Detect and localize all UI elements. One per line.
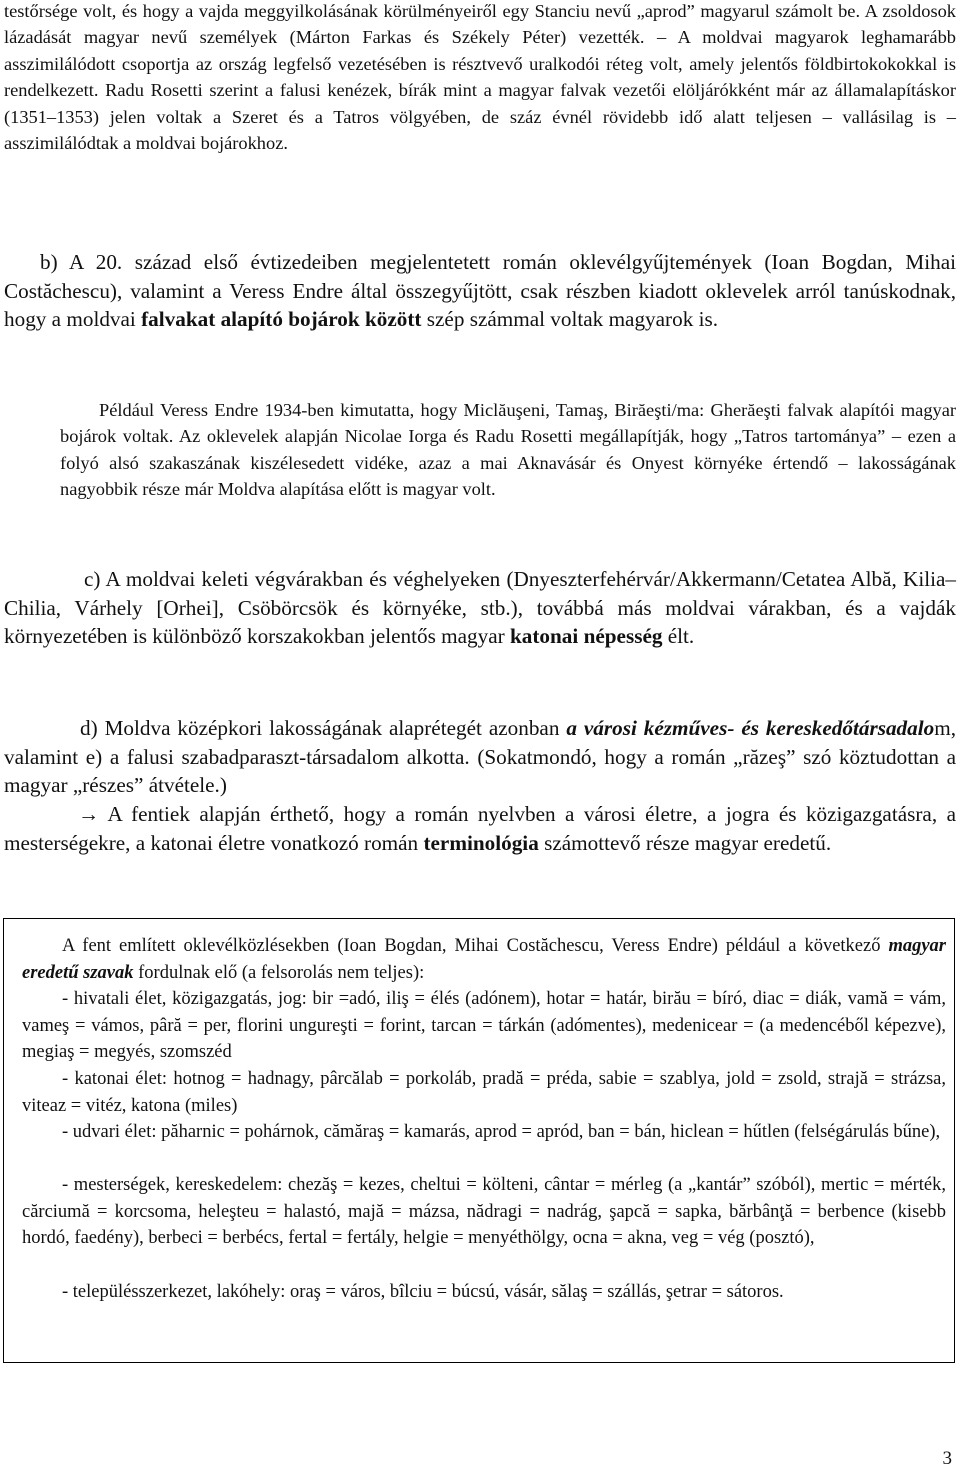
- arrow-icon: →: [78, 802, 100, 826]
- paragraph-example-text: Például Veress Endre 1934-ben kimutatta, hogy Miclăuşeni, Tamaş, Birăeşti/ma: Gherăeşti falvak alapítói magyar bojárok voltak. Az oklevelek alapján Nicolae Iorga és Radu Rosetti megállapítják, hogy „Tatros tartománya” – ezen a folyó alsó szakaszának kiszélesedett vidéke, azaz a mai Aknavásár és Onyest környéke értendő – lakosságának nagyobbik része már Moldva alapítása előtt is magyar volt.: [60, 400, 956, 500]
- box-item-text: - településszerkezet, lakóhely: oraş = város, bîlciu = búcsú, vásár, sălaş = szállás, şetrar = sátoros.: [62, 1282, 784, 1302]
- page-number: 3: [942, 1448, 952, 1469]
- paragraph-arrow-end: számottevő része magyar eredetű.: [538, 830, 832, 855]
- paragraph-arrow-text: A fentiek alapján érthető, hogy a román nyelvben a városi életre, a jogra és közigazgatásra, a mesterségekre, a katonai életre vonatkozó román: [4, 802, 956, 855]
- paragraph-c-bold: katonai népesség: [510, 624, 663, 649]
- paragraph-d-text: d) Moldva középkori lakosságának alaprétegét azonban: [80, 716, 567, 740]
- box-item-text: - hivatali élet, közigazgatás, jog: bir =adó, iliş = élés (adónem), hotar = határ, birău = bíró, diac = diák, vamă = vám, vameş = vámos, pâră = per, florini ungureşti = forint, tarcan = tárkán (adómentes), medenicear = (a medencéből képezve), megiaş = megyés, szomszéd: [22, 989, 946, 1063]
- box-intro-text: A fent említett oklevélközlésekben (Ioan Bogdan, Mihai Costăchescu, Veress Endre) például a következő: [62, 936, 889, 956]
- paragraph-b-bold: falvakat alapító bojárok között: [141, 307, 422, 332]
- paragraph-b: [4, 248, 956, 334]
- box-intro: [22, 933, 946, 986]
- paragraph-top-text: testőrsége volt, és hogy a vajda meggyilkolásának körülményeiről egy Stanciu nevű „aprod” magyarul számolt be. A zsoldosok lázadását magyar nevű személyek (Márton Farkas és Székely Péter) vezették. – A moldvai magyarok leghamarább asszimilálódott csoportja az ország legfelső vezetésében is résztvevő uralkodói réteg volt, amely jelentős földbirtokokokkal is rendelkezett. Radu Rosetti szerint a falusi kenézek, bírák mint a magyar falvak vezetői elöljárókként már az államalapításkor (1351–1353) jelen voltak a Szeret és a Tatros völgyében, de száz évnél rövidebb idő alatt teljesen – vallásilag is – asszimilálódtak a moldvai bojárokhoz.: [4, 1, 956, 154]
- box-item-text: - katonai élet: hotnog = hadnagy, pârcălab = porkoláb, pradă = préda, sabie = szablya, jold = zsold, strajă = strázsa, viteaz = vitéz, katona (miles): [22, 1069, 946, 1116]
- box-item-text: - mesterségek, kereskedelem: chezăş = kezes, cheltui = költeni, cântar = mérleg (a „kantár” szóból), mertic = mérték, cărciumă = korcsoma, heleşteu = halastó, majă = mázsa, nădragi = nadrág, şapcă = sapka, bărbânţă = berbence (kisebb hordó, faedény), berbeci = berbécs, fertal = fertály, helgie = menyéthölgy, ocna = akna, veg = vég (posztó),: [22, 1175, 946, 1249]
- box-item-text: - udvari élet: păharnic = pohárnok, cămăraş = kamarás, aprod = apród, ban = bán, hiclean = hűtlen (felségárulás bűne),: [62, 1122, 941, 1142]
- paragraph-arrow-bold: terminológia: [423, 830, 539, 855]
- paragraph-d-bold-italic: a városi kézműves- és kereskedőtársadalo: [566, 716, 935, 740]
- paragraph-d-end: m, valamint e) a falusi szabadparaszt-társadalom alkotta. (Sokatmondó, hogy a román „răzeş” szó köztudottan a magyar „részes” átvétele.): [4, 716, 956, 798]
- box-intro-end: fordulnak elő (a felsorolás nem teljes):: [133, 962, 425, 983]
- paragraph-example: [60, 397, 956, 503]
- box-item-military: [22, 1066, 946, 1119]
- paragraph-c-text: c) A moldvai keleti végvárakban és véghelyeken (Dnyeszterfehérvár/Akkermann/Cetatea Albă, Kilia–Chilia, Várhely [Orhei], Csöbörcsök és környéke, stb.), továbbá más moldvai várakban, és a vajdák környezetében is különböző korszakokban jelentős magyar: [4, 567, 956, 649]
- box-intro-bold-italic: magyar eredetű szavak: [22, 936, 946, 983]
- paragraph-top: [4, 0, 956, 156]
- paragraph-c: [4, 565, 956, 651]
- box-item-court: [22, 1119, 946, 1146]
- box-item-settlement: [22, 1279, 946, 1306]
- paragraph-b-text: b) A 20. század első évtizedeiben megjelentetett román oklevélgyűjtemények (Ioan Bogdan, Mihai Costăchescu), valamint a Veress Endre által összegyűjtött, csak részben kiadott oklevelek arról tanúskodnak, hogy a moldvai: [4, 250, 956, 332]
- box-item-trades: [22, 1172, 946, 1252]
- box-item-administration: [22, 986, 946, 1066]
- paragraph-b-end: szép számmal voltak magyarok is.: [421, 307, 719, 332]
- paragraph-arrow: [4, 800, 956, 857]
- paragraph-c-end: élt.: [662, 624, 695, 649]
- loanword-box: [3, 918, 955, 1363]
- paragraph-d: [4, 714, 956, 800]
